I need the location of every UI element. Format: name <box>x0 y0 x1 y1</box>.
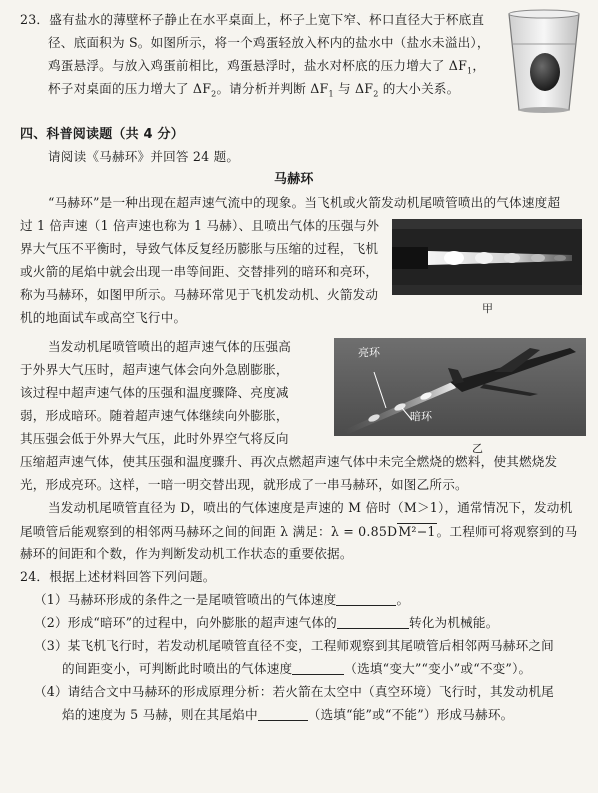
q24-blank-3[interactable] <box>292 662 344 675</box>
article-p3-line-1: 当发动机尾喷管直径为 D，喷出的气体速度是声速的 M 倍时（M＞1），通常情况下，发动机 <box>48 500 573 515</box>
section-4-intro: 请阅读《马赫环》并回答 24 题。 <box>48 149 240 164</box>
article-p1-line-5: 称为马赫环，如图甲所示。马赫环常见于飞机发动机、火箭发动 <box>20 287 379 302</box>
article-p2-line-4: 弱，形成暗环。随着超声速气体继续向外膨胀， <box>20 408 289 423</box>
article-p1-line-1: “马赫环”是一种出现在超声速气流中的现象。当飞机或火箭发动机尾喷管喷出的气体速度超 <box>48 195 561 210</box>
figure-jia-mach-rings-photo <box>392 219 582 295</box>
article-p2-line-3: 该过程中超声速气体的压强和温度骤降、亮度减 <box>20 385 289 400</box>
q24-blank-2[interactable] <box>337 616 409 629</box>
article-p1-line-2: 过 1 倍声速（1 倍声速也称为 1 马赫）、且喷出气体的压强与外 <box>20 218 380 233</box>
q23-line-3: 鸡蛋悬浮。与放入鸡蛋前相比，鸡蛋悬浮时，盐水对杯底的压力增大了 $\Delta F_1$， <box>48 58 486 76</box>
q24-sub-4-line-1: （4）请结合文中马赫环的形成原理分析：若火箭在太空中（真空环境）飞行时，其发动机尾 <box>34 684 554 699</box>
q23-line-1: 23．盛有盐水的薄壁杯子静止在水平桌面上，杯子上宽下窄、杯口直径大于杯底直 <box>20 12 485 27</box>
q24-sub-2: （2）形成“暗环”的过程中，向外膨胀的超声速气体的 转化为机械能。 <box>34 615 499 630</box>
article-p2-line-2: 于外界大气压时，超声速气体会向外急剧膨胀， <box>20 362 289 377</box>
q23-line-4: 杯子对桌面的压力增大了 $\Delta F_2$。请分析并判断 $\Delta F_1$ 与 $\Delta F_2$ 的大小关系。 <box>48 81 460 99</box>
article-title: 马赫环 <box>274 172 314 187</box>
figure-jia-caption: 甲 <box>482 302 493 315</box>
article-p3-line-2: 尾喷管后能观察到的相邻两马赫环之间的间距 λ 满足：λ = 0.85DM²−1。工程师可将观察到的马 <box>20 524 578 539</box>
article-p1-line-3: 界大气压不平衡时，导致气体反复经历膨胀与压缩的过程，飞机 <box>20 241 379 256</box>
article-p2-line-6: 压缩超声速气体，使其压强和温度骤升、再次点燃超声速气体中未完全燃烧的燃料，使其燃烧发 <box>20 454 558 469</box>
q24-sub-3-line-1: （3）某飞机飞行时，若发动机尾喷管直径不变，工程师观察到其尾喷管后相邻两马赫环之间 <box>34 638 554 653</box>
q24-blank-4[interactable] <box>258 708 308 721</box>
q24-blank-1[interactable] <box>336 593 396 606</box>
q23-line-2: 径、底面积为 S。如图所示，将一个鸡蛋轻放入杯内的盐水中（盐水未溢出）， <box>48 35 490 50</box>
q24-sub-4-line-2: 焰的速度为 5 马赫，则在其尾焰中 （选填“能”或“不能”）形成马赫环。 <box>62 707 514 722</box>
article-p1-line-4: 或火箭的尾焰中就会出现一串等间距、交替排列的暗环和亮环， <box>20 264 379 279</box>
article-p1-line-6: 机的地面试车或高空飞行中。 <box>20 310 187 325</box>
article-p3-line-3: 赫环的间距和个数，作为判断发动机工作状态的重要依据。 <box>20 546 353 561</box>
section-4-title: 四、科普阅读题（共 4 分） <box>20 127 184 142</box>
label-bright-ring: 亮环 <box>358 346 380 359</box>
article-p2-line-1: 当发动机尾喷管喷出的超声速气体的压强高 <box>48 339 292 354</box>
figure-yi-caption: 乙 <box>472 442 483 455</box>
article-p2-line-5: 其压强会低于外界大气压，此时外界空气将反向 <box>20 431 289 446</box>
sqrt-radical: M²−1 <box>398 524 436 539</box>
cup-egg-image <box>505 6 583 116</box>
q24-stem: 24．根据上述材料回答下列问题。 <box>20 569 216 584</box>
article-p2-line-7: 光，形成亮环。这样，一暗一明交替出现，就形成了一串马赫环，如图乙所示。 <box>20 477 468 492</box>
q24-sub-1: （1）马赫环形成的条件之一是尾喷管喷出的气体速度 。 <box>34 592 410 607</box>
label-dark-ring: 暗环 <box>410 410 432 423</box>
q24-sub-3-line-2: 的间距变小，可判断此时喷出的气体速度 （选填“变大”“变小”或“不变”）。 <box>62 661 532 676</box>
